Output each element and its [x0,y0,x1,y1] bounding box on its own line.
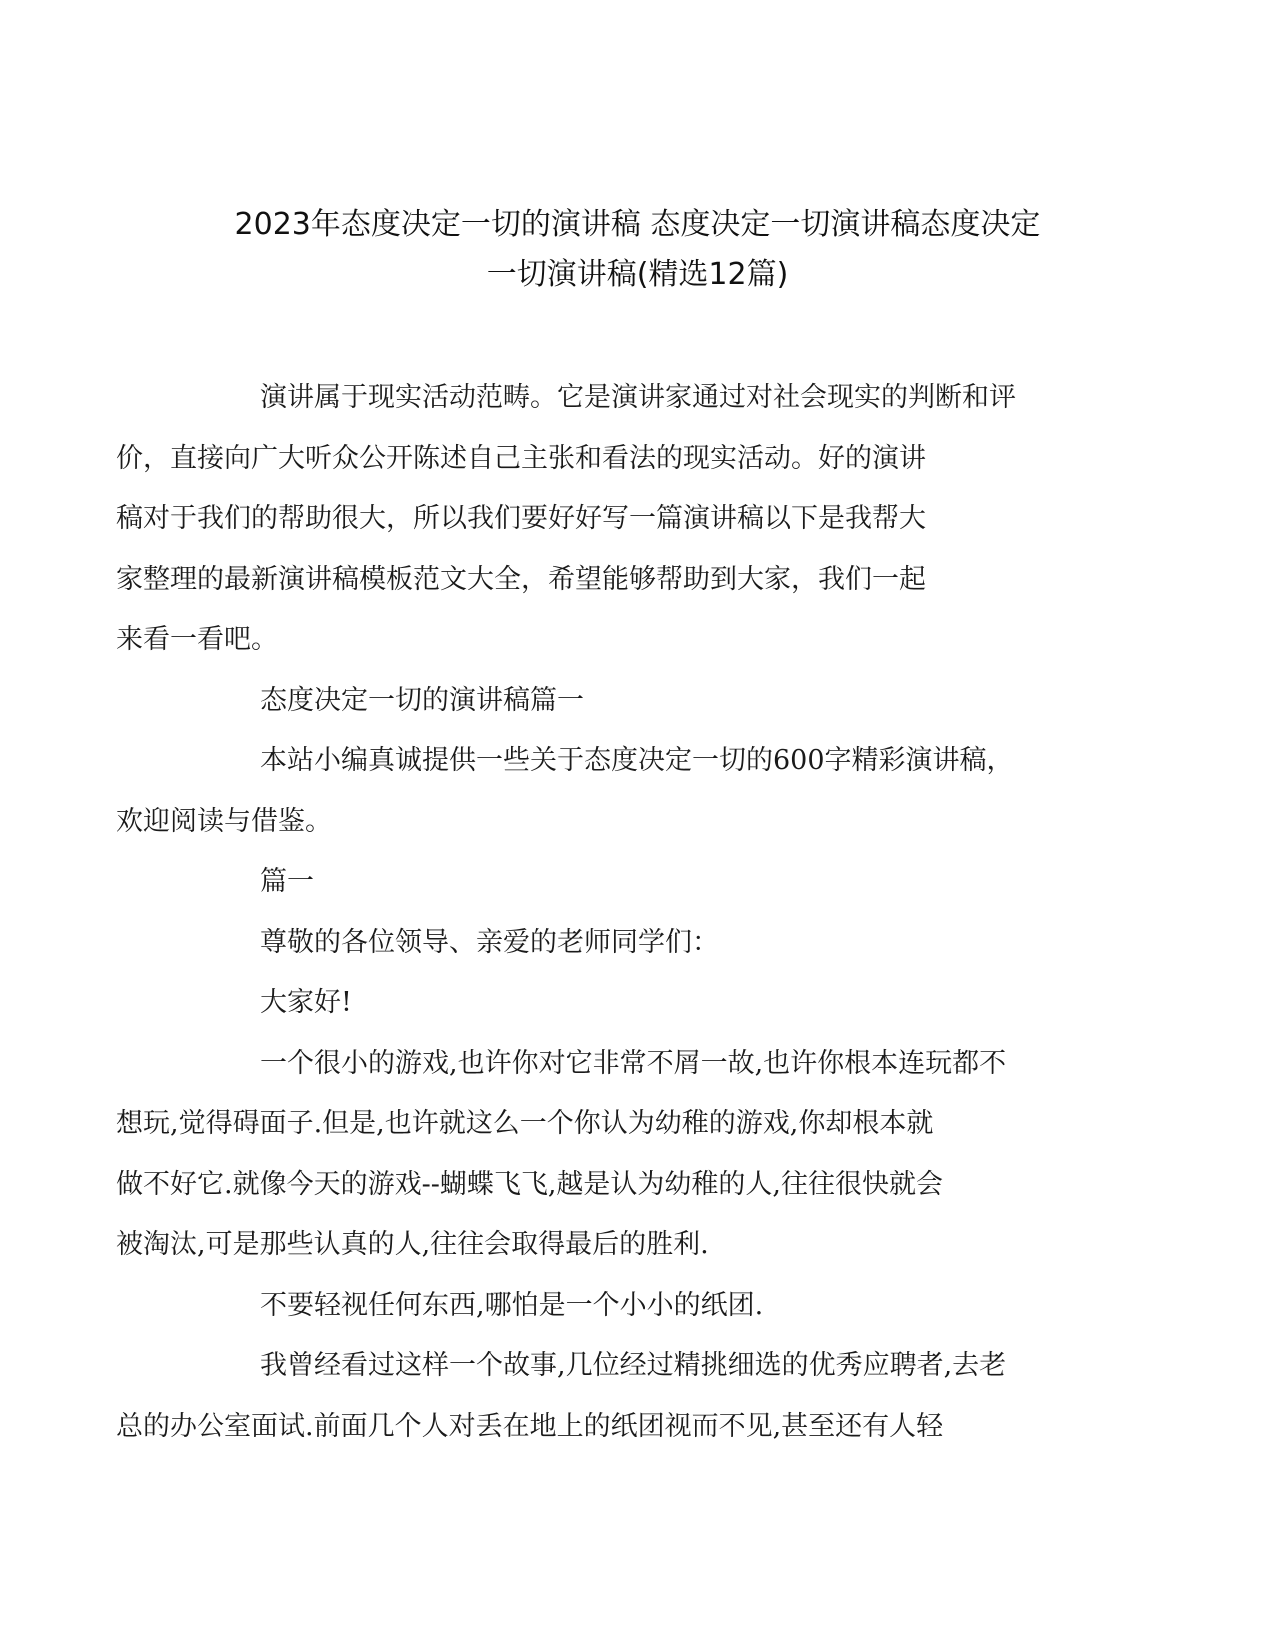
text-line: 篇一 [260,866,314,897]
text-line: 本站小编真诚提供一些关于态度决定一切的600字精彩演讲稿， [260,745,1014,776]
text-line: 尊敬的各位领导、亲爱的老师同学们： [260,926,719,958]
text-line: 家整理的最新演讲稿模板范文大全，希望能够帮助到大家，我们一起 [116,563,926,595]
text-line: 欢迎阅读与借鉴。 [116,805,332,837]
text-line: 价，直接向广大听众公开陈述自己主张和看法的现实活动。好的演讲 [116,442,926,474]
text-line: 做不好它.就像今天的游戏--蝴蝶飞飞,越是认为幼稚的人,往往很快就会 [116,1168,943,1200]
section-heading [188,671,1088,732]
text-line: 想玩,觉得碍面子.但是,也许就这么一个你认为幼稚的游戏,你却根本就 [116,1108,934,1139]
paragraph-game [116,1034,1088,1276]
paragraph-paper-ball [188,1276,1088,1337]
text-line: 我曾经看过这样一个故事,几位经过精挑细选的优秀应聘者,去老 [260,1350,1007,1381]
text-line: 总的办公室面试.前面几个人对丢在地上的纸团视而不见,甚至还有人轻 [116,1410,944,1442]
text-line: 不要轻视任何东西,哪怕是一个小小的纸团. [260,1289,764,1321]
paragraph-editor-note [116,731,1088,852]
text-line: 态度决定一切的演讲稿篇一 [260,684,584,716]
salutation [188,913,1088,974]
text-line: 被淘汰,可是那些认真的人,往往会取得最后的胜利. [116,1229,709,1260]
paragraph-intro [116,368,1088,671]
text-line: 演讲属于现实活动范畴。它是演讲家通过对社会现实的判断和评 [260,382,1016,413]
document-body [116,368,1088,1457]
text-line: 来看一看吧。 [116,624,278,655]
text-line: 一个很小的游戏,也许你对它非常不屑一故,也许你根本连玩都不 [260,1047,1007,1079]
document-title [170,200,1105,300]
paragraph-story [116,1336,1088,1457]
title-line: 一切演讲稿(精选12篇) [486,257,789,292]
text-line: 稿对于我们的帮助很大，所以我们要好好写一篇演讲稿以下是我帮大 [116,503,926,534]
title-line: 2023年态度决定一切的演讲稿 态度决定一切演讲稿态度决定 [234,207,1041,242]
greeting [188,973,1088,1034]
chapter-label [188,852,1088,913]
text-line: 大家好! [260,987,352,1018]
